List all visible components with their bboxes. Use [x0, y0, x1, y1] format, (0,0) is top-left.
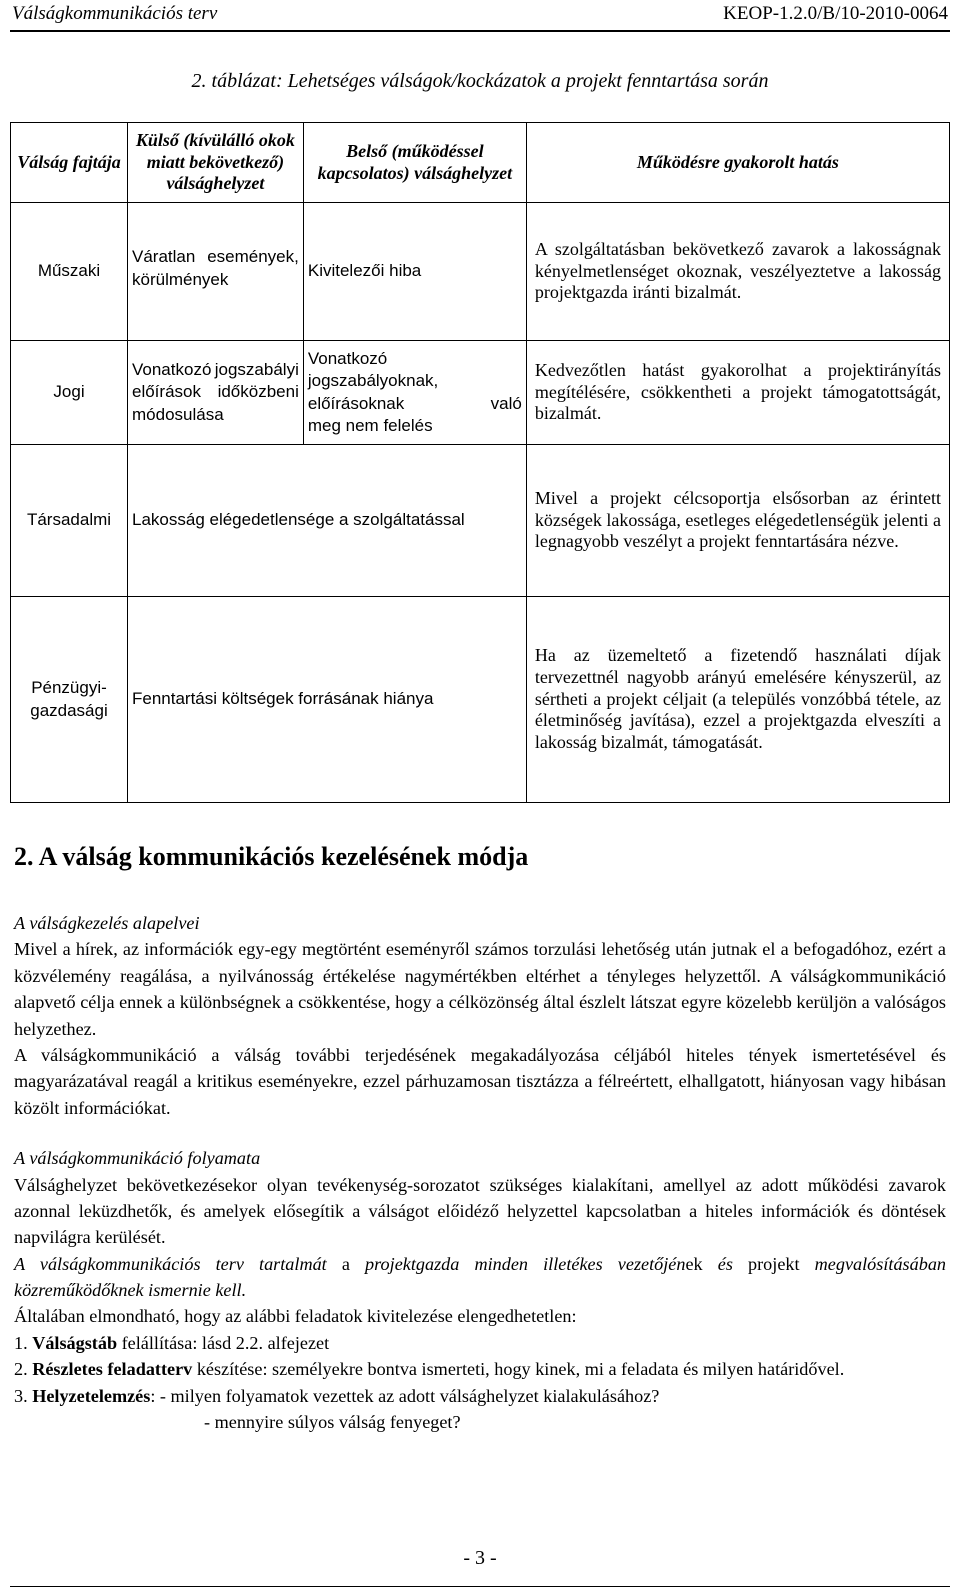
table-row: [11, 445, 950, 597]
cell-text: való: [490, 393, 522, 413]
table-caption: 2. táblázat: Lehetséges válságok/kockázatok a projekt fenntartása során: [191, 70, 769, 92]
list-text: : - milyen folyamatok vezettek az adott válsághelyzet kialakulásához?: [150, 1385, 660, 1406]
merged-cause-cell: Lakosság elégedetlensége a szolgáltatással: [128, 445, 527, 597]
list-number: 2.: [14, 1359, 33, 1380]
paragraph: Általában elmondható, hogy az alábbi feladatok kivitelezése elengedhetetlen:: [14, 1306, 577, 1327]
table-row: [11, 203, 950, 341]
merged-cause-cell: Fenntartási költségek forrásának hiánya: [128, 597, 527, 803]
cell-text: Vonatkozó: [132, 360, 212, 380]
cell-text: jogszabályi: [214, 360, 299, 380]
header-operational-effect: Működésre gyakorolt hatás: [526, 123, 949, 203]
header-internal-crisis: Belső (működéssel kapcsolatos) válsághelyzet: [303, 123, 526, 203]
list-item-continuation: - mennyire súlyos válság fenyeget?: [204, 1412, 461, 1433]
crisis-type-legal: Jogi: [11, 341, 128, 445]
paragraph: A válságkommunikáció a válság további terjedésének megakadályozása céljából hiteles tények ismertetésével és magyarázatával reagál a kritikus eseményekre, ezzel párhuzamosan tisztázza a félreértett, elhallgatott, hiányosan vagy hibásan közölt információkat.: [14, 1044, 946, 1118]
subsection-title-process: A válságkommunikáció folyamata: [14, 1148, 261, 1169]
list-term: Helyzetelemzés: [32, 1385, 151, 1406]
effect-cell: A szolgáltatásban bekövetkező zavarok a lakosságnak kényelmetlenséget okoznak, veszélyeztetve a lakosság projektgazda iránti bizalmát.: [526, 203, 949, 341]
text-run: ek: [685, 1253, 718, 1274]
list-item: [14, 1356, 946, 1382]
text-run: A válságkommunikációs terv tartalmát: [14, 1253, 327, 1274]
cell-text: jogszabályoknak,: [307, 371, 439, 391]
list-text: felállítása: lásd 2.2. alfejezet: [117, 1332, 330, 1353]
list-item: [14, 1330, 946, 1356]
table-row: [11, 597, 950, 803]
cell-text: körülmények: [132, 269, 229, 289]
page-header: [10, 0, 950, 32]
table-header-row: [11, 123, 950, 203]
header-external-crisis: Külső (kívülálló okok miatt bekövetkező) válsághelyzet: [128, 123, 304, 203]
page-number: - 3 -: [463, 1547, 497, 1569]
list-number: 1.: [14, 1332, 33, 1353]
list-number: 3.: [14, 1385, 33, 1406]
cell-text: meg nem felelés: [307, 415, 433, 435]
cell-text: időközbeni: [217, 382, 299, 402]
crisis-type-financial: Pénzügyi-gazdasági: [11, 597, 128, 803]
header-project-code: KEOP-1.2.0/B/10-2010-0064: [723, 3, 948, 24]
cell-text: események,: [207, 247, 299, 267]
footer-rule: [10, 1586, 950, 1587]
spacer: [14, 1121, 946, 1145]
list-text: készítése: személyekre bontva ismerteti, hogy kinek, mi a feladata és milyen határidővel.: [192, 1359, 845, 1380]
text-run: megvalósításában közreműködőknek ismernie kell.: [14, 1253, 947, 1301]
paragraph-italic-note: [14, 1251, 946, 1304]
crisis-table: [10, 122, 950, 803]
paragraph: Válsághelyzet bekövetkezésekor olyan tevékenység-sorozatot szükséges kialakítani, amellyel az adott működési zavarok azonnal leküzdhetők, és amelyek elősegítik a válságot előidéző helyzettel kapcsolatban a hiteles információk és döntések napvilágra kerülését.: [14, 1174, 946, 1248]
effect-cell: Ha az üzemeltető a fizetendő használati díjak tervezettnél nagyobb arányú emelésére kényszerül, az sértheti a projekt céljait (a település vonzóbbá tétele, az életminőség javítása), ezzel a projektgazda elveszíti a lakosság bizalmát, támogatását.: [526, 597, 949, 803]
section-title: 2. A válság kommunikációs kezelésének módja: [14, 842, 529, 871]
crisis-type-social: Társadalmi: [11, 445, 128, 597]
effect-cell: Mivel a projekt célcsoportja elsősorban az érintett községek lakossága, esetleges elégedetlenségük jelenti a legnagyobb veszélyt a projekt fenntartására nézve.: [526, 445, 949, 597]
cell-text: módosulása: [132, 404, 224, 424]
effect-cell: Kedvezőtlen hatást gyakorolhat a projektirányítás megítélésére, csökkentheti a projekt támogatottságát, bizalmát.: [526, 341, 949, 445]
header-crisis-type: Válság fajtája: [11, 123, 128, 203]
text-run: projektgazda minden illetékes vezetőjén: [365, 1253, 686, 1274]
text-run: és: [717, 1253, 733, 1274]
internal-cause-cell: [303, 341, 526, 445]
header-doc-title: Válságkommunikációs terv: [12, 3, 218, 24]
list-term: Válságstáb: [32, 1332, 118, 1353]
cell-text: előírások: [132, 382, 201, 402]
table-row: [11, 341, 950, 445]
cell-text: előírásoknak: [307, 393, 405, 413]
text-run: projekt: [732, 1253, 815, 1274]
external-cause-cell: [128, 341, 304, 445]
paragraph: Mivel a hírek, az információk egy-egy megtörtént eseményről számos torzulási lehetőség után jutnak el a befogadóhoz, ezért a közvélemény reagálása, a nyilvánosság értékelése nagymértékben eltérhet a tényleges helyzettől. A válságkommunikáció alapvető célja ennek a különbségnek a csökkentése, hogy a célközönség által észlelt látszat egyre közelebb kerüljön a valóságos helyzethez.: [14, 939, 946, 1039]
list-item: [14, 1383, 946, 1409]
crisis-type-technical: Műszaki: [11, 203, 128, 341]
cell-text: Vonatkozó: [307, 349, 388, 369]
external-cause-cell: [128, 203, 304, 341]
subsection-title-principles: A válságkezelés alapelvei: [14, 913, 200, 933]
document-body: [14, 910, 946, 1435]
text-run: a: [326, 1253, 366, 1274]
internal-cause-cell: Kivitelezői hiba: [303, 203, 526, 341]
cell-text: Váratlan: [132, 247, 196, 267]
list-term: Részletes feladatterv: [32, 1359, 193, 1380]
